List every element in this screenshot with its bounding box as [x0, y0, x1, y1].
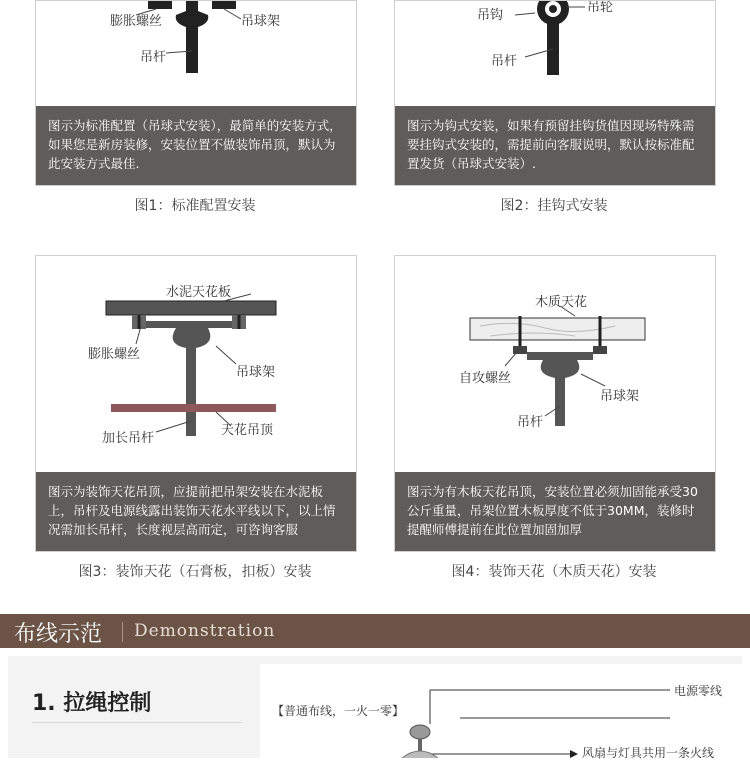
step-divider — [32, 722, 242, 723]
figure-3-label-c: 吊球架 — [236, 365, 276, 380]
figure-3-label-b: 膨胀螺丝 — [88, 347, 141, 362]
figure-3-label-d: 加长吊杆 — [102, 431, 155, 446]
figure-4-illustration — [395, 256, 715, 472]
banner-title: 布线示范 — [14, 622, 103, 647]
section-banner — [0, 614, 750, 648]
figure-2-label-a: 吊钩 — [477, 8, 504, 23]
figure-3-label-a: 水泥天花板 — [166, 285, 232, 300]
wiring-mode-label: 【普通布线，一火一零】 — [272, 704, 405, 718]
figure-2-label-b: 吊轮 — [587, 1, 614, 15]
figure-2-note: 图示为钩式安装，如果有预留挂钩货值因现场特殊需要挂钩式安装的，需提前向客服说明，默认按标准配置发货（吊球式安装）. — [395, 106, 715, 185]
figure-1-illustration — [36, 1, 356, 106]
figure-1-caption: 图1：标准配置安装 — [134, 198, 256, 214]
figure-3-illustration — [36, 256, 356, 472]
neutral-wire-label: 电源零线 — [674, 684, 723, 698]
figure-1-card — [35, 0, 357, 186]
shared-live-wire-label: 风扇与灯具共用一条火线 — [582, 746, 715, 760]
figure-4-label-a: 木质天花 — [535, 295, 588, 310]
figure-4-caption: 图4：装饰天花（木质天花）安装 — [451, 564, 657, 580]
figure-2-caption: 图2：挂钩式安装 — [500, 198, 608, 214]
figure-1-label-c: 吊杆 — [140, 50, 167, 65]
figure-4-label-c: 吊球架 — [600, 389, 640, 404]
figure-4-label-b: 自攻螺丝 — [459, 371, 512, 386]
banner-divider — [122, 622, 123, 642]
banner-subtitle: Demonstration — [134, 621, 276, 641]
figure-4-note: 图示为有木板天花吊顶，安装位置必须加固能承受30公斤重量，吊架位置木板厚度不低于30MM，装修时提醒师傅提前在此位置加固加厚 — [395, 472, 715, 551]
figure-1-label-a: 膨胀螺丝 — [110, 14, 163, 29]
figure-3-label-e: 天花吊顶 — [221, 423, 274, 438]
figure-2-illustration — [395, 1, 715, 106]
figure-4-label-d: 吊杆 — [517, 415, 544, 430]
figure-2-label-c: 吊杆 — [491, 54, 518, 69]
figure-1-label-b: 吊球架 — [241, 14, 281, 29]
figure-3-note: 图示为装饰天花吊顶，应提前把吊架安装在水泥板上，吊杆及电源线露出装饰天花水平线以下，以上情况需加长吊杆，长度视层高而定，可咨询客服 — [36, 472, 356, 551]
wiring-diagram — [260, 664, 742, 758]
step-title: 1. 拉绳控制 — [32, 691, 152, 716]
figure-3-card — [35, 255, 357, 552]
figure-2-card — [394, 0, 716, 186]
figure-1-note: 图示为标准配置（吊球式安装），最简单的安装方式，如果您是新房装修，安装位置不做装饰吊顶，默认为此安装方式最佳. — [36, 106, 356, 185]
wiring-section — [8, 656, 742, 758]
figure-3-caption: 图3：装饰天花（石膏板，扣板）安装 — [78, 564, 312, 580]
figure-4-card — [394, 255, 716, 552]
